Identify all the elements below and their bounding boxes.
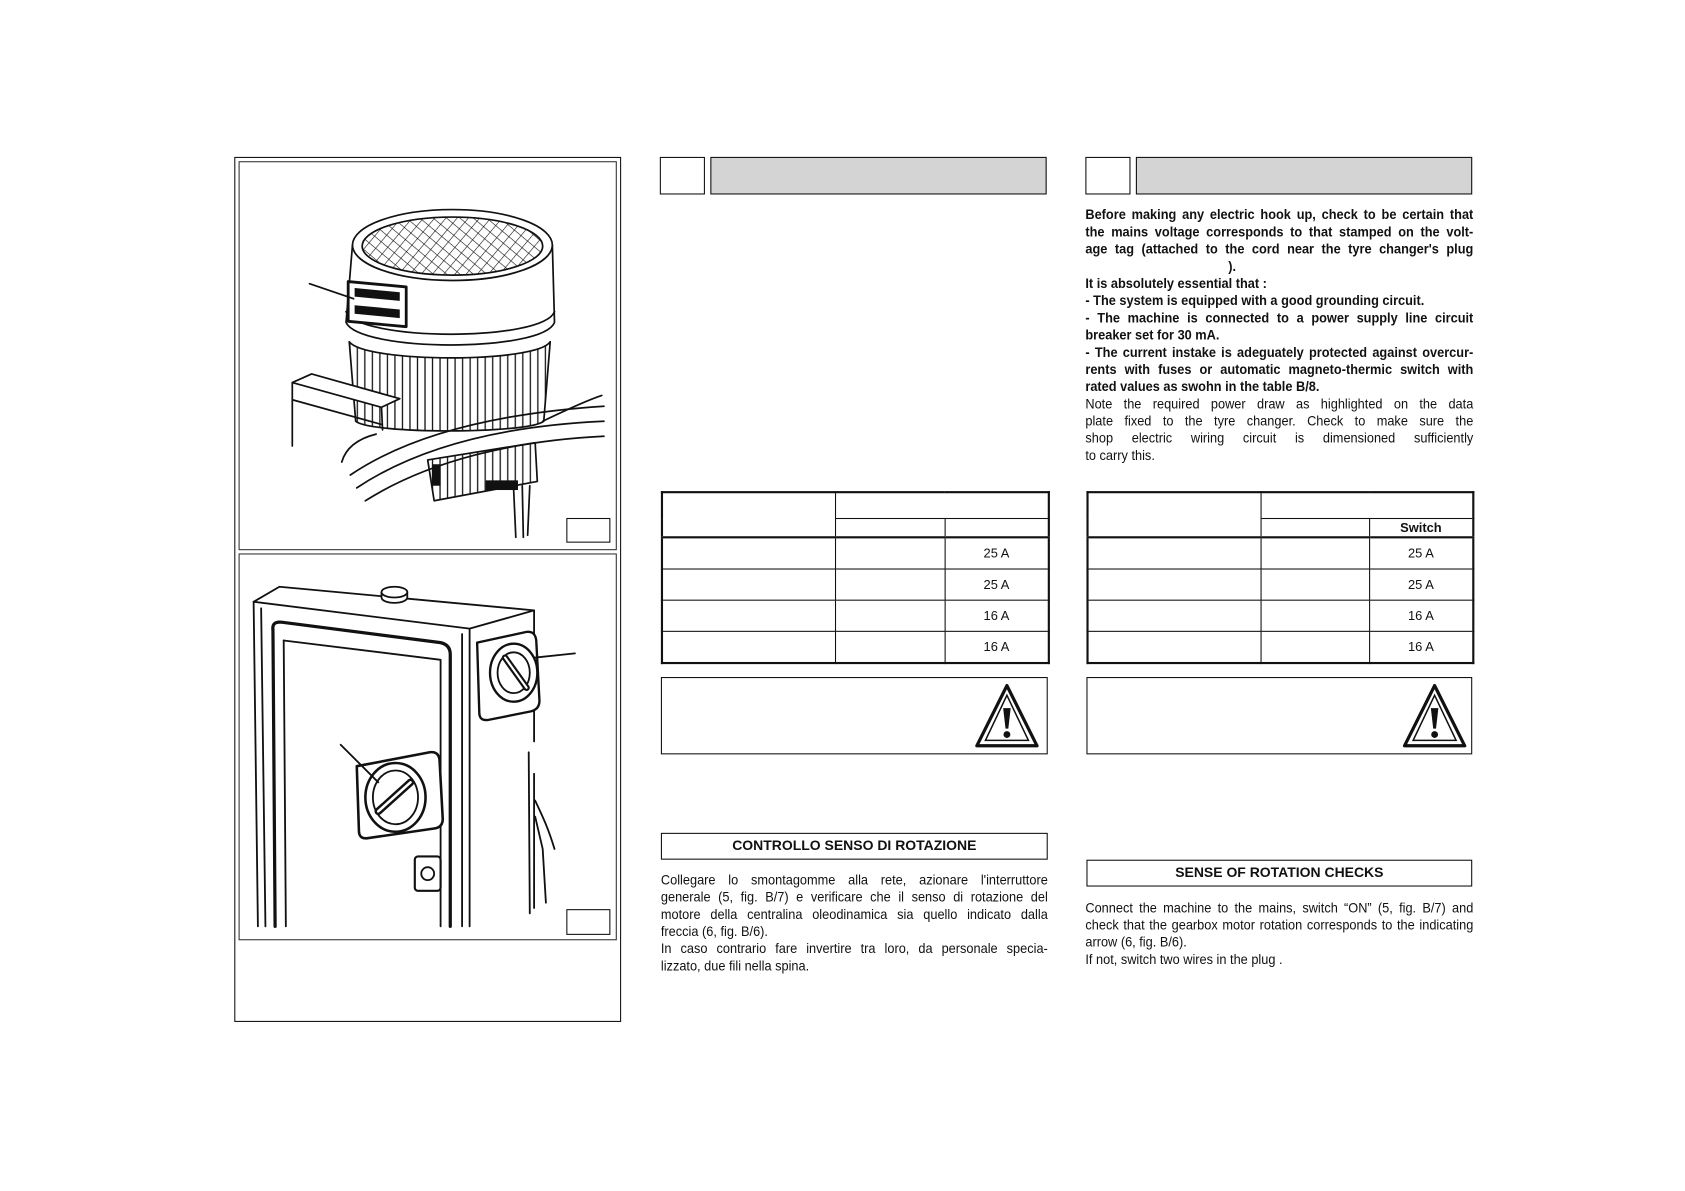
table-row bbox=[1088, 537, 1474, 569]
top-knob bbox=[381, 587, 407, 603]
rotation-switch bbox=[357, 752, 443, 838]
rotation-check-text-en bbox=[1085, 899, 1473, 968]
text-line: breaker set for 30 mA. bbox=[1085, 327, 1220, 343]
rating-value: 25 A bbox=[1369, 537, 1473, 569]
text-line: - The current instake is adeguately protected against overcur- bbox=[1085, 344, 1474, 360]
rotation-check-text-it bbox=[661, 872, 1048, 975]
power-table-it bbox=[661, 491, 1050, 664]
text-line: Note the required power draw as highlighted on the data bbox=[1085, 396, 1474, 412]
rating-value: 25 A bbox=[945, 537, 1049, 569]
section-title-bar-en bbox=[1136, 157, 1472, 195]
header-cell-ratings bbox=[835, 492, 1049, 518]
figure-label-box-top bbox=[566, 518, 610, 543]
rating-value: 16 A bbox=[945, 631, 1049, 663]
header-cell-model bbox=[1088, 492, 1261, 537]
table-row bbox=[1088, 600, 1474, 631]
rating-value: 16 A bbox=[1369, 631, 1473, 663]
warning-box-en bbox=[1086, 677, 1472, 754]
cooling-fins bbox=[349, 342, 550, 431]
text-line: - The system is equipped with a good grounding circuit. bbox=[1085, 293, 1425, 309]
text-line: rated values as swohn in the table B/8. bbox=[1085, 379, 1320, 395]
section-title-bar-it bbox=[710, 157, 1046, 195]
text-line: If not, switch two wires in the plug . bbox=[1085, 952, 1283, 968]
table-row bbox=[1088, 631, 1474, 663]
text-line: to carry this. bbox=[1085, 448, 1155, 464]
power-table-en bbox=[1086, 491, 1474, 664]
text-line: rents with fuses or automatic magneto-thermic switch with bbox=[1085, 362, 1474, 378]
text-line: - The machine is connected to a power supply line circuit bbox=[1085, 310, 1474, 326]
table-row bbox=[662, 631, 1049, 663]
power-cable bbox=[514, 486, 530, 538]
text-line: motore della centralina oleodinamica sia quello indicato dalla bbox=[660, 906, 1048, 923]
text-line: check that the gearbox motor rotation corresponds to the indicating bbox=[1085, 917, 1474, 933]
text-line: Before making any electric hook up, check to be certain that bbox=[1085, 207, 1474, 223]
rotation-check-title-it: CONTROLLO SENSO DI ROTAZIONE bbox=[661, 833, 1048, 860]
rotation-check-title-en: SENSE OF ROTATION CHECKS bbox=[1086, 860, 1472, 887]
text-line: It is absolutely essential that : bbox=[1085, 276, 1267, 292]
rating-value: 16 A bbox=[945, 600, 1049, 631]
header-cell-ratings bbox=[1261, 492, 1474, 518]
header-cell-fuse bbox=[835, 519, 945, 538]
figure-label-box-bottom bbox=[566, 909, 610, 935]
rating-value: 25 A bbox=[945, 569, 1049, 600]
text-line: lizzato, due fili nella spina. bbox=[660, 958, 810, 974]
table-row bbox=[1088, 569, 1474, 600]
section-number-box-en bbox=[1085, 157, 1130, 195]
warning-box-it bbox=[661, 677, 1048, 754]
text-line: ). bbox=[1228, 258, 1237, 275]
header-cell-model bbox=[662, 492, 835, 537]
header-cell-switch bbox=[945, 519, 1049, 538]
warning-triangle-icon bbox=[1401, 682, 1468, 749]
text-line: plate fixed to the tyre changer. Check to make sure the bbox=[1085, 413, 1474, 429]
table-row bbox=[662, 600, 1049, 631]
text-line: age tag (attached to the cord near the tyre changer's plug bbox=[1085, 241, 1474, 257]
main-switch bbox=[477, 632, 539, 720]
header-cell-switch: Switch bbox=[1369, 519, 1473, 538]
text-line: Collegare lo smontagomme alla rete, azionare l'interruttore bbox=[660, 872, 1048, 888]
rating-value: 16 A bbox=[1369, 600, 1473, 631]
rating-value: 25 A bbox=[1369, 569, 1473, 600]
text-line: In caso contrario fare invertire tra loro, da personale specia- bbox=[660, 941, 1048, 957]
pointer-line-main-switch bbox=[534, 653, 575, 657]
text-line: arrow (6, fig. B/6). bbox=[1085, 934, 1187, 950]
cable-gland bbox=[415, 856, 441, 890]
gearbox-fins bbox=[428, 443, 538, 501]
electrical-box bbox=[254, 587, 534, 927]
motor-label-plate bbox=[348, 282, 406, 327]
text-line: Connect the machine to the mains, switch “ON” (5, fig. B/7) and bbox=[1085, 900, 1474, 916]
table-row bbox=[662, 537, 1049, 569]
electrical-box-illustration bbox=[239, 553, 617, 940]
text-line: freccia (6, fig. B/6). bbox=[660, 924, 768, 940]
electrical-hookup-text-en bbox=[1085, 206, 1473, 464]
supply-cable bbox=[529, 752, 555, 913]
text-line: shop electric wiring circuit is dimensioned sufficiently bbox=[1085, 430, 1474, 446]
section-number-box-it bbox=[660, 157, 705, 195]
text-line: the mains voltage corresponds to that stamped on the volt- bbox=[1085, 224, 1474, 240]
text-line: generale (5, fig. B/7) e verificare che il senso di rotazione del bbox=[660, 889, 1048, 905]
motor-illustration bbox=[239, 161, 617, 550]
header-cell-fuse bbox=[1261, 519, 1370, 538]
warning-triangle-icon bbox=[974, 682, 1041, 749]
table-row bbox=[662, 569, 1049, 600]
